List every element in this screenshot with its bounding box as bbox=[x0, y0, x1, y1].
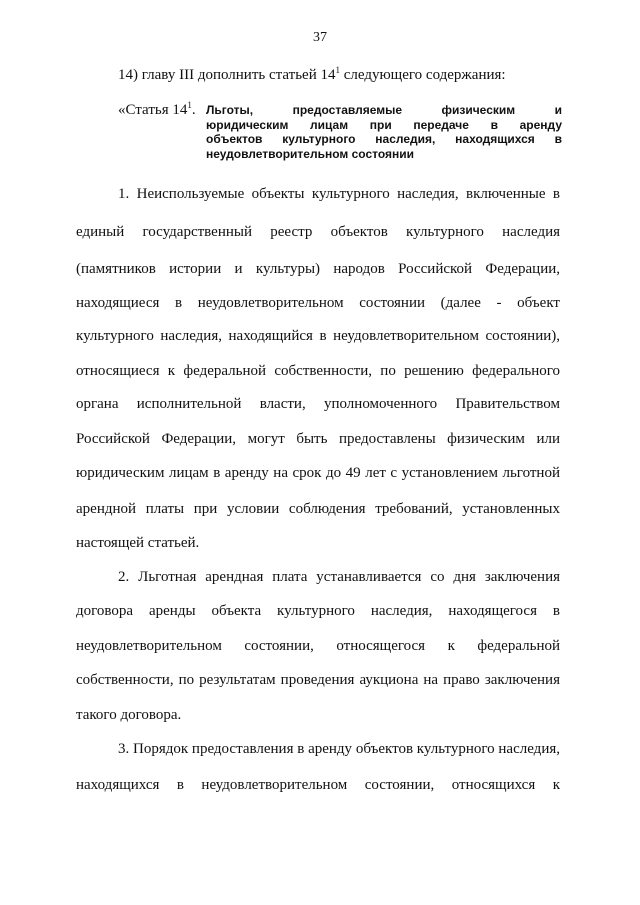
article-title-line: объектов культурного наследия, находящихся в bbox=[206, 132, 562, 146]
paragraph-1-line: культурного наследия, находящийся в неудовлетворительном состоянии), bbox=[76, 328, 560, 344]
paragraph-1-line: относящиеся к федеральной собственности, по решению федерального bbox=[76, 363, 560, 379]
item-14-line bbox=[118, 66, 560, 84]
article-title-line: юридическим лицам при передаче в аренду bbox=[206, 117, 562, 132]
article-label-superscript: 1 bbox=[187, 100, 192, 110]
article-label-prefix: «Статья 14 bbox=[118, 102, 188, 118]
article-title-line: Льготы, предоставляемые физическим и bbox=[206, 103, 562, 117]
paragraph-1-line: 1. Неиспользуемые объекты культурного наследия, включенные в bbox=[118, 186, 560, 202]
article-title-line: неудовлетворительном состоянии bbox=[206, 146, 415, 161]
page-number: 37 bbox=[313, 30, 327, 45]
paragraph-2-line: 2. Льготная арендная плата устанавливается со дня заключения bbox=[118, 569, 560, 585]
paragraph-3-line: 3. Порядок предоставления в аренду объектов культурного наследия, bbox=[118, 741, 560, 757]
paragraph-2-line: такого договора. bbox=[76, 707, 182, 723]
paragraph-3-line: находящихся в неудовлетворительном состоянии, относящихся к bbox=[76, 777, 560, 793]
paragraph-1-line: органа исполнительной власти, уполномоченного Правительством bbox=[76, 396, 560, 412]
paragraph-2-line: договора аренды объекта культурного наследия, находящегося в bbox=[76, 603, 560, 619]
item-14-suffix: следующего содержания: bbox=[339, 67, 506, 83]
article-label-suffix: . bbox=[191, 102, 196, 118]
paragraph-1-line: арендной платы при условии соблюдения требований, установленных bbox=[76, 501, 560, 517]
item-14-prefix: 14) главу III дополнить статьей 14 bbox=[118, 67, 336, 83]
paragraph-1-line: находящиеся в неудовлетворительном состоянии (далее - объект bbox=[76, 295, 560, 311]
article-label bbox=[118, 101, 196, 119]
paragraph-2-line: неудовлетворительном состоянии, относящегося к федеральной bbox=[76, 638, 560, 654]
article-title bbox=[206, 103, 562, 161]
item-14-superscript: 1 bbox=[335, 65, 340, 75]
paragraph-1-line: юридическим лицам в аренду на срок до 49 лет с установлением льготной bbox=[76, 465, 560, 481]
paragraph-1-line: Российской Федерации, могут быть предоставлены физическим или bbox=[76, 431, 560, 447]
paragraph-1-line: (памятников истории и культуры) народов Российской Федерации, bbox=[76, 261, 560, 277]
paragraph-1-line: настоящей статьей. bbox=[76, 535, 200, 551]
paragraph-2-line: собственности, по результатам проведения аукциона на право заключения bbox=[76, 672, 560, 688]
paragraph-1-line: единый государственный реестр объектов культурного наследия bbox=[76, 224, 560, 240]
